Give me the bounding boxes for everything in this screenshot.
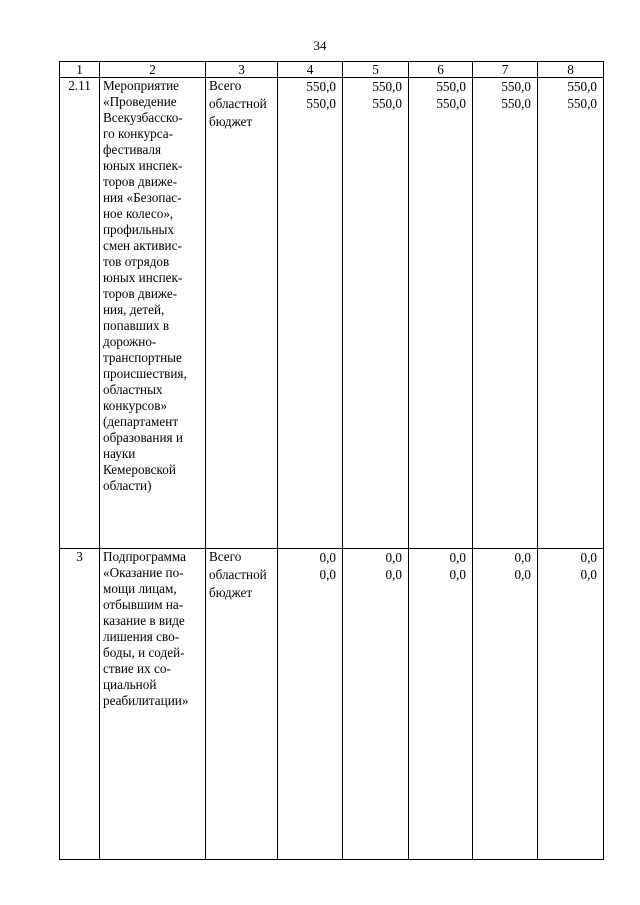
- row-name: Мероприятие «Проведение Всекузбасско- го конкурса- фестиваля юных инспек- торов движе- ния «Безопас- ное колесо», профильных смен активис- тов отрядов юных инспек- торов движе- ния, детей, попавших в дорожно- транспортные происшествия, областных конкурсов» (департамент образования и науки Кемеровской области): [100, 78, 206, 549]
- column-header: 1: [60, 62, 100, 78]
- value-cell: 550,0: [473, 95, 538, 549]
- column-header: 5: [343, 62, 409, 78]
- value-cell: 0,0: [538, 549, 604, 567]
- table-row: [60, 78, 604, 96]
- value-cell: 0,0: [409, 549, 473, 567]
- row-name: Подпрограмма «Оказание по- мощи лицам, отбывшим на- казание в виде лишения сво- боды, и содей- ствие их со- циальной реабилитации»: [100, 549, 206, 860]
- value-cell: 550,0: [409, 95, 473, 549]
- page-number: 34: [313, 38, 327, 53]
- value-cell: 550,0: [343, 78, 409, 96]
- value-cell: 0,0: [538, 566, 604, 860]
- value-cell: 550,0: [473, 78, 538, 96]
- column-header: 4: [278, 62, 343, 78]
- value-cell: 0,0: [343, 549, 409, 567]
- value-cell: 0,0: [409, 566, 473, 860]
- value-cell: 0,0: [473, 549, 538, 567]
- value-cell: 550,0: [538, 95, 604, 549]
- funding-source: областной бюджет: [206, 566, 278, 860]
- budget-table: [59, 61, 604, 860]
- column-header: 2: [100, 62, 206, 78]
- row-code: 2.11: [60, 78, 100, 549]
- value-cell: 0,0: [278, 549, 343, 567]
- column-header: 3: [206, 62, 278, 78]
- table-header-row: [60, 62, 604, 78]
- column-header: 7: [473, 62, 538, 78]
- funding-source: областной бюджет: [206, 95, 278, 549]
- funding-source: Всего: [206, 549, 278, 567]
- value-cell: 550,0: [278, 95, 343, 549]
- value-cell: 550,0: [343, 95, 409, 549]
- value-cell: 550,0: [538, 78, 604, 96]
- value-cell: 550,0: [278, 78, 343, 96]
- column-header: 8: [538, 62, 604, 78]
- table-row: [60, 549, 604, 567]
- value-cell: 550,0: [409, 78, 473, 96]
- value-cell: 0,0: [278, 566, 343, 860]
- row-code: 3: [60, 549, 100, 860]
- value-cell: 0,0: [473, 566, 538, 860]
- value-cell: 0,0: [343, 566, 409, 860]
- column-header: 6: [409, 62, 473, 78]
- funding-source: Всего: [206, 78, 278, 96]
